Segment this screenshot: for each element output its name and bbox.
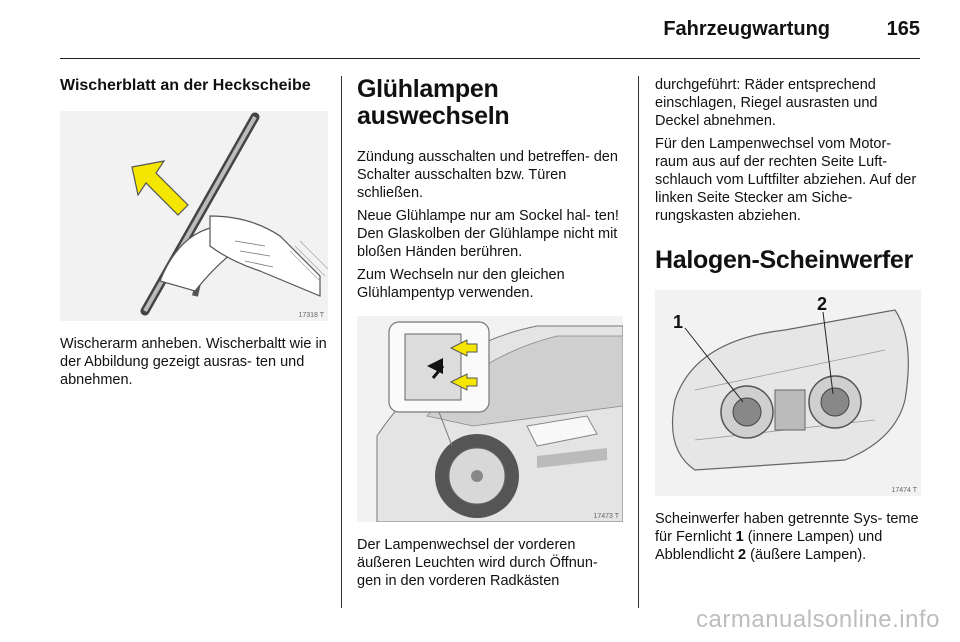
figure-headlamp: [655, 290, 921, 496]
column-1: [60, 76, 328, 389]
column-divider-2: [638, 76, 639, 608]
paragraph-headlamp-systems: [655, 510, 923, 564]
headlamp-illustration: [655, 290, 921, 496]
car-illustration: [357, 316, 623, 522]
figure-code: 17473 T: [593, 513, 619, 520]
column-divider-1: [341, 76, 342, 608]
figure-wiper-removal: [60, 111, 328, 321]
figure-wheel-arch: [357, 316, 623, 522]
bold-ref-2: 2: [738, 547, 747, 563]
section-heading-bulbs: Glühlampen auswechseln: [357, 75, 510, 130]
figure-code: 17474 T: [891, 487, 917, 494]
paragraph-ignition: Zündung ausschalten und betreffen- den Schalter ausschalten bzw. Türen schließen.: [357, 149, 618, 201]
callout-label-1: 1: [673, 312, 684, 332]
header-rule: [60, 58, 920, 59]
text-segment: (äußere Lampen).: [746, 547, 867, 563]
column-3: [655, 76, 923, 564]
callout-label-2: 2: [817, 294, 828, 314]
paragraph-wheel-arch-continued: durchgeführt: Räder entsprechend einschlagen, Riegel ausrasten und Deckel abnehmen.: [655, 77, 878, 129]
figure-code: 17318 T: [298, 312, 324, 319]
text-segment: (innere Lampen) und Abblendlicht: [655, 529, 883, 563]
running-header-title: Fahrzeugwartung: [663, 18, 830, 40]
section-heading-rear-wiper: Wischerblatt an der Heckscheibe: [60, 77, 311, 94]
paragraph-engine-compartment: Für den Lampenwechsel vom Motor- raum aus auf der rechten Seite Luft- schlauch vom Luftfilter abziehen. Auf der linken Seite Stecker am Siche- rungskasten abziehen.: [655, 136, 917, 224]
watermark: carmanualsonline.info: [696, 606, 940, 633]
page-number: 165: [886, 18, 920, 40]
paragraph-front-lights: Der Lampenwechsel der vorderen äußeren Leuchten wird durch Öffnun- gen in den vorderen Radkästen: [357, 537, 598, 589]
wiper-illustration: [60, 111, 328, 321]
text-segment: Scheinwerfer haben getrennte Sys- teme für Fernlicht: [655, 511, 919, 545]
bold-ref-1: 1: [735, 529, 744, 545]
column-2: [357, 76, 623, 590]
paragraph-handling: Neue Glühlampe nur am Sockel hal- ten! Den Glaskolben der Glühlampe nicht mit bloßen Händen berühren.: [357, 208, 619, 260]
paragraph-bulb-type: Zum Wechseln nur den gleichen Glühlampentyp verwenden.: [357, 267, 565, 301]
instruction-text: Wischerarm anheben. Wischerbaltt wie in der Abbildung gezeigt ausras- ten und abnehmen.: [60, 336, 327, 388]
section-heading-halogen: Halogen-Scheinwerfer: [655, 246, 913, 274]
